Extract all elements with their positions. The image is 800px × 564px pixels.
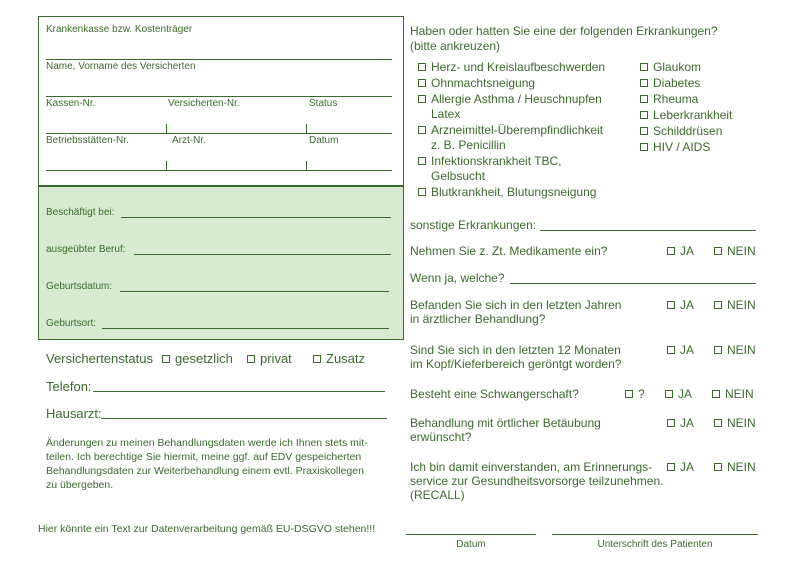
sig-date-label: Datum [456,539,486,550]
checkbox-icon [714,247,722,255]
insurer-label: Krankenkasse bzw. Kostenträger [46,24,193,35]
disease-option[interactable]: HIV / AIDS [640,140,732,155]
birthdate-label: Geburtsdatum: [46,281,113,292]
phone-field[interactable] [93,391,385,392]
disease-option[interactable]: Allergie Asthma / Heuschnupfen Latex [418,92,638,122]
pregnancy-no[interactable]: NEIN [712,387,754,401]
recall-no[interactable]: NEIN [714,460,756,474]
status-option-supplementary[interactable]: Zusatz [313,351,365,366]
checkbox-icon [667,346,675,354]
meds-no[interactable]: NEIN [714,244,756,258]
meds-question: Nehmen Sie z. Zt. Medikamente ein? [410,244,608,258]
status-label: Status [309,98,338,109]
checkbox-icon [640,143,648,151]
checkbox-icon [667,463,675,471]
which-meds-label: Wenn ja, welche? [410,271,505,285]
which-meds-field[interactable] [510,283,756,284]
pregnancy-yes[interactable]: JA [665,387,692,401]
checkbox-icon [714,463,722,471]
anesthesia-question: Behandlung mit örtlicher Betäubung erwünscht? [410,416,601,444]
date-label: Datum [309,135,339,146]
status-option-statutory[interactable]: gesetzlich [162,351,233,366]
meds-yes[interactable]: JA [667,244,694,258]
divider [306,124,307,133]
treatment-question: Befanden Sie sich in den letzten Jahren in ärztlicher Behandlung? [410,298,622,326]
checkbox-icon [667,419,675,427]
checkbox-icon [418,126,426,134]
checkbox-icon [714,346,722,354]
versicherten-nr-label: Versicherten-Nr. [168,98,240,109]
gdpr-note: Hier könnte ein Text zur Datenverarbeitung gemäß EU-DSGVO stehen!!! [38,523,376,535]
phone-label: Telefon: [46,379,92,394]
family-doctor-field[interactable] [101,418,387,419]
sig-patient-field[interactable] [552,534,758,535]
checkbox-icon [667,301,675,309]
kassen-nr-label: Kassen-Nr. [46,98,96,109]
divider [306,161,307,170]
anesthesia-no[interactable]: NEIN [714,416,756,430]
checkbox-icon [712,390,720,398]
checkbox-icon [714,419,722,427]
xray-no[interactable]: NEIN [714,343,756,357]
checkbox-icon [418,79,426,87]
consent-notice: Änderungen zu meinen Behandlungsdaten werde ich Ihnen stets mit- teilen. Ich berechtige Sie hiermit, meine ggf. auf EDV gespeicherten Behandlungsdaten zur Weiterbehandlung einem evtl. Praxiskollegen zu übergeben. [46,437,368,491]
divider [166,124,167,133]
other-diseases-label: sonstige Erkrankungen: [410,218,537,232]
insurer-field[interactable] [46,59,392,60]
checkbox-icon [247,355,255,363]
treatment-yes[interactable]: JA [667,298,694,312]
disease-question: Haben oder hatten Sie eine der folgenden Erkrankungen? [410,24,718,38]
disease-list-left [418,60,638,200]
birthplace-field[interactable] [102,328,389,329]
disease-option[interactable]: Schilddrüsen [640,124,732,139]
checkbox-icon [667,247,675,255]
disease-option[interactable]: Ohnmachtsneigung [418,76,638,91]
recall-question: Ich bin damit einverstanden, am Erinnerungs- service zur Gesundheitsvorsorge teilzunehmen. (RECALL) [410,460,664,502]
betrieb-row-field[interactable] [46,170,392,171]
checkbox-icon [418,63,426,71]
checkbox-icon [640,95,648,103]
pregnancy-unknown[interactable]: ? [625,387,645,401]
checkbox-icon [625,390,633,398]
disease-option[interactable]: Arzneimittel-Überempfindlichkeit z. B. Penicillin [418,123,638,153]
family-doctor-label: Hausarzt: [46,406,102,421]
arzt-nr-label: Arzt-Nr. [172,135,206,146]
other-diseases-field[interactable] [540,230,756,231]
name-label: Name, Vorname des Versicherten [46,61,196,72]
disease-list-right [640,60,732,155]
disease-option[interactable]: Diabetes [640,76,732,91]
checkbox-icon [418,157,426,165]
insured-status-label: Versichertenstatus [46,351,153,366]
name-field[interactable] [46,96,392,97]
recall-yes[interactable]: JA [667,460,694,474]
disease-option[interactable]: Rheuma [640,92,732,107]
birthplace-label: Geburtsort: [46,318,97,329]
disease-option[interactable]: Herz- und Kreislaufbeschwerden [418,60,638,75]
anesthesia-yes[interactable]: JA [667,416,694,430]
pregnancy-question: Besteht eine Schwangerschaft? [410,387,579,401]
disease-option[interactable]: Infektionskrankheit TBC, Gelbsucht [418,154,638,184]
disease-option[interactable]: Glaukom [640,60,732,75]
checkbox-icon [665,390,673,398]
checkbox-icon [640,79,648,87]
divider [166,161,167,170]
kassen-row-field[interactable] [46,133,392,134]
checkbox-icon [162,355,170,363]
disease-question-hint: (bitte ankreuzen) [410,39,501,53]
checkbox-icon [640,127,648,135]
employer-label: Beschäftigt bei: [46,207,115,218]
employer-field[interactable] [121,217,391,218]
birthdate-field[interactable] [120,291,389,292]
treatment-no[interactable]: NEIN [714,298,756,312]
status-option-private[interactable]: privat [247,351,292,366]
disease-option[interactable]: Blutkrankheit, Blutungsneigung [418,185,638,200]
checkbox-icon [640,63,648,71]
xray-question: Sind Sie sich in den letzten 12 Monaten im Kopf/Kieferbereich geröntgt worden? [410,343,622,371]
sig-patient-label: Unterschrift des Patienten [597,539,713,550]
checkbox-icon [714,301,722,309]
profession-label: ausgeübter Beruf: [46,244,126,255]
checkbox-icon [418,188,426,196]
checkbox-icon [418,95,426,103]
checkbox-icon [640,111,648,119]
sig-date-field[interactable] [406,534,536,535]
disease-option[interactable]: Leberkrankheit [640,108,732,123]
betriebsstaetten-nr-label: Betriebsstätten-Nr. [46,135,129,146]
xray-yes[interactable]: JA [667,343,694,357]
checkbox-icon [313,355,321,363]
profession-field[interactable] [134,254,391,255]
